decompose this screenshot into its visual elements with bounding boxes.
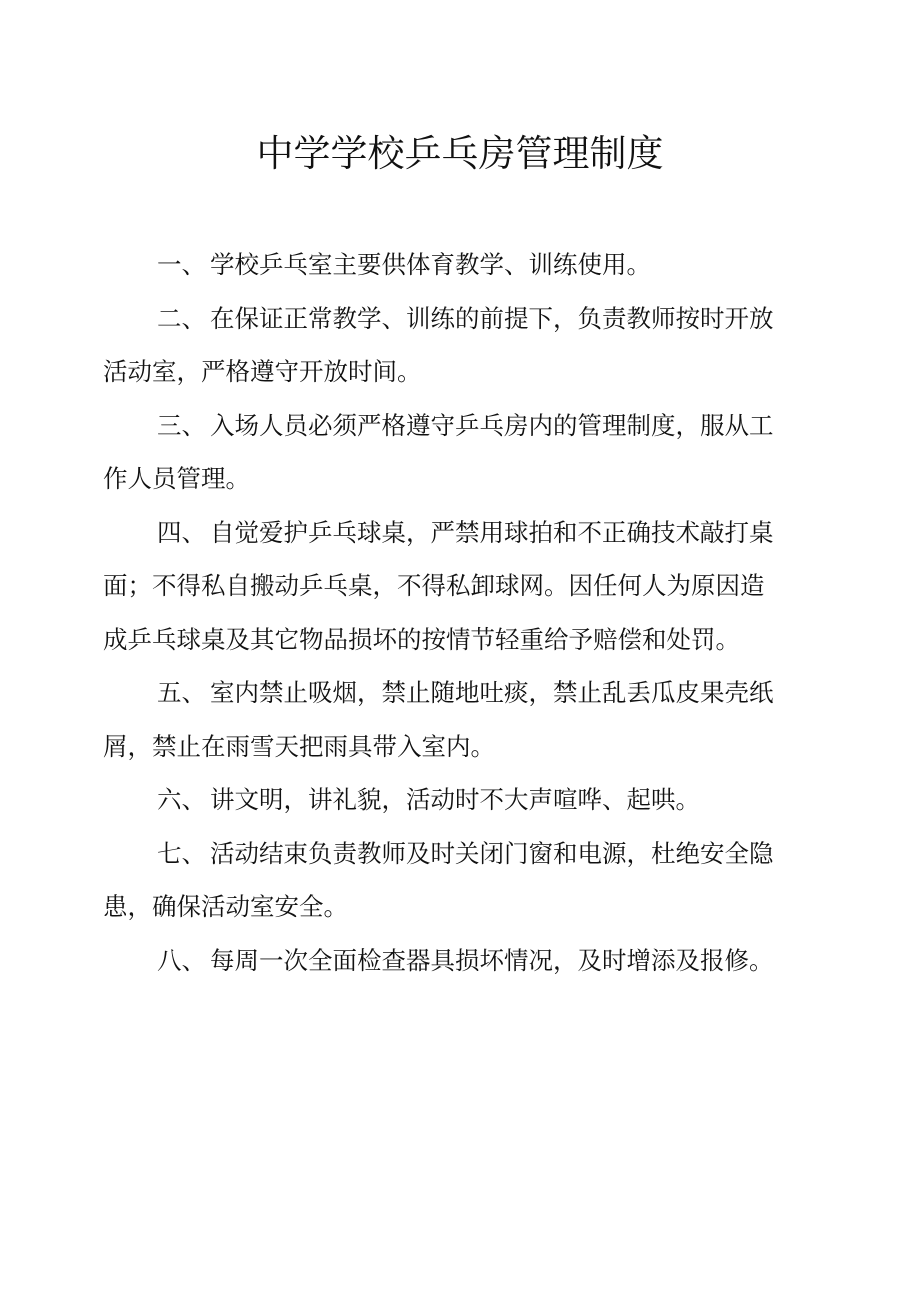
- clause-text: 室内禁止吸烟，禁止随地吐痰，禁止乱丢瓜皮果壳纸屑，禁止在雨雪天把雨具带入室内。: [103, 678, 774, 761]
- clause-text: 活动结束负责教师及时关闭门窗和电源，杜绝安全隐患，确保活动室安全。: [103, 838, 774, 921]
- clause-6: [103, 773, 783, 827]
- clause-4: [103, 506, 783, 667]
- clause-number: 一、: [157, 250, 206, 279]
- clause-number: 五、: [157, 678, 206, 707]
- clause-text: 每周一次全面检查器具损坏情况，及时增添及报修。: [210, 945, 774, 975]
- clause-list: [103, 238, 783, 987]
- page-title: 中学学校乒乓房管理制度: [256, 132, 664, 175]
- clause-1: [103, 238, 783, 292]
- clause-3: [103, 399, 783, 506]
- clause-number: 七、: [157, 838, 206, 868]
- clause-text: 在保证正常教学、训练的前提下，负责教师按时开放活动室，严格遵守开放时间。: [103, 303, 774, 386]
- clause-text: 学校乒乓室主要供体育教学、训练使用。: [210, 250, 651, 279]
- clause-text: 自觉爱护乒乓球桌，严禁用球拍和不正确技术敲打桌面；不得私自搬动乒乓桌，不得私卸球网。因任何人为原因造成乒乓球桌及其它物品损坏的按情节轻重给予赔偿和处罚。: [103, 517, 774, 654]
- clause-number: 四、: [157, 517, 206, 547]
- clause-text: 讲文明，讲礼貌，活动时不大声喧哗、起哄。: [210, 785, 700, 814]
- clause-text: 入场人员必须严格遵守乒乓房内的管理制度，服从工作人员管理。: [103, 410, 774, 493]
- clause-7: [103, 827, 783, 934]
- clause-number: 二、: [157, 303, 206, 333]
- clause-2: [103, 292, 783, 399]
- clause-number: 三、: [157, 410, 206, 440]
- clause-5: [103, 666, 783, 773]
- clause-8: [103, 934, 783, 988]
- clause-number: 八、: [157, 945, 206, 975]
- clause-number: 六、: [157, 785, 206, 814]
